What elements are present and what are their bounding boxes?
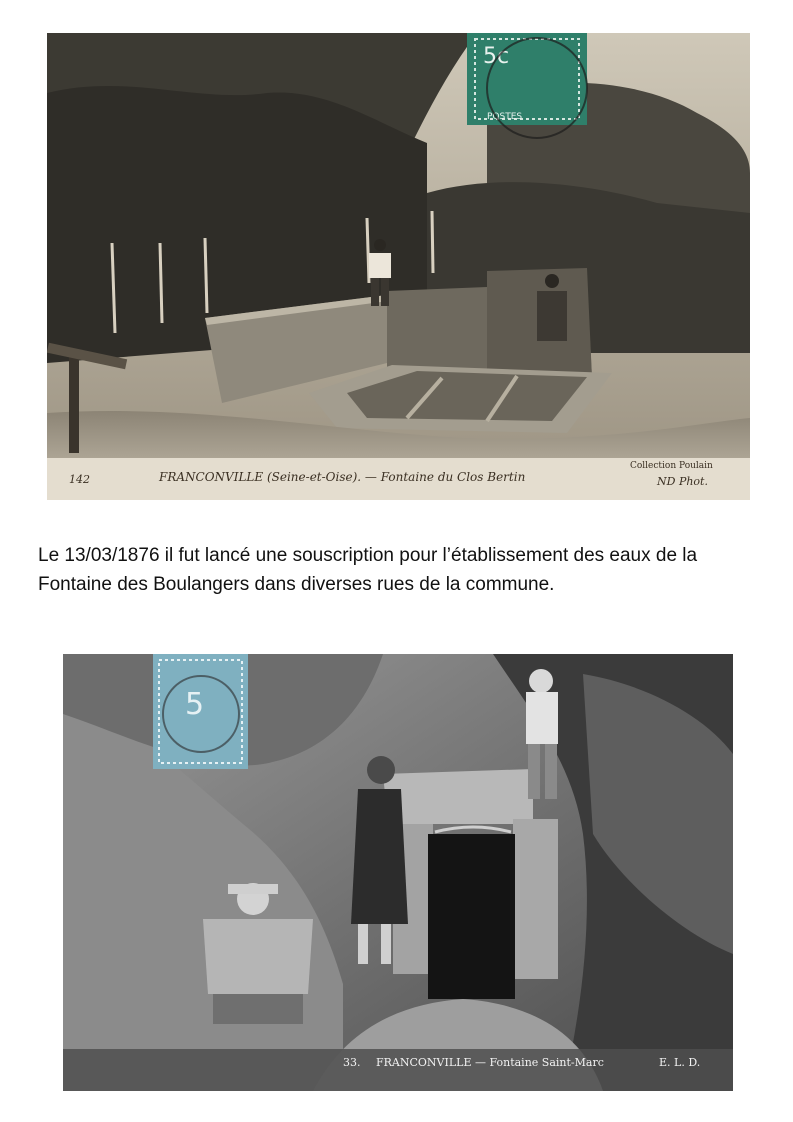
svg-text:POSTES: POSTES [487,112,523,122]
postage-stamp [153,654,248,769]
postcard-number: 33. [343,1056,361,1069]
postcard-photographer: ND Phot. [657,475,708,488]
photo-fontaine-saint-marc [63,654,733,1091]
postcard-fontaine-saint-marc [63,654,733,1091]
postcard-fontaine-clos-bertin [47,33,750,500]
postcard-number: 142 [69,473,90,486]
photo-fontaine-clos-bertin [47,33,750,500]
postcard-collection: Collection Poulain [630,461,713,471]
postcard-publisher: E. L. D. [659,1056,701,1069]
svg-text:5c: 5c [483,44,510,69]
body-paragraph: Le 13/03/1876 il fut lancé une souscription pour l’établissement des eaux de la Fontaine des Boulangers dans diverses rues de la commune. [38,545,698,595]
postage-stamp [467,33,587,138]
svg-text:5: 5 [185,687,205,722]
postcard-title: FRANCONVILLE — Fontaine Saint-Marc [376,1056,604,1069]
postcard-title: FRANCONVILLE (Seine-et-Oise). — Fontaine du Clos Bertin [159,470,526,484]
